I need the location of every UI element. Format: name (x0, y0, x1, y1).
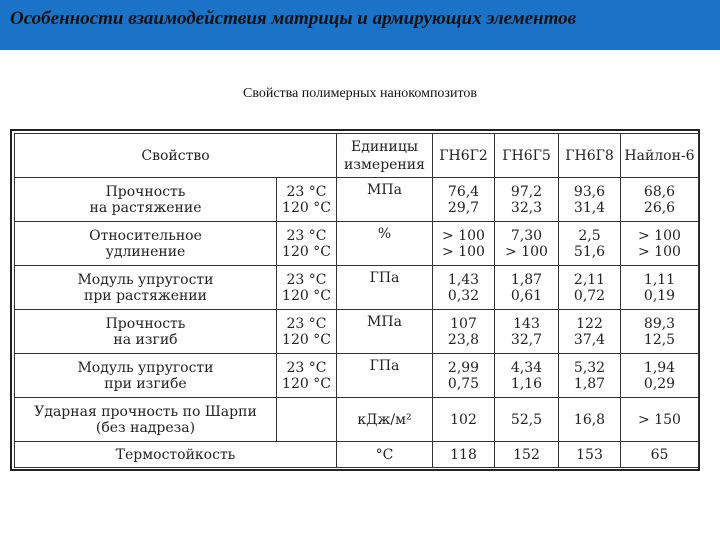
unit-cell: % (337, 222, 433, 266)
value-120c: 12,5 (643, 331, 676, 348)
value-23c: 143 (513, 315, 540, 332)
value-23c: > 100 (638, 227, 681, 244)
value-120c: 0,61 (510, 287, 543, 304)
table-row-impact (15, 398, 699, 442)
header-gn6g2: ГН6Г2 (433, 134, 495, 178)
condition-cell (277, 222, 337, 266)
value-120c: 1,87 (573, 375, 606, 392)
value-cell: 152 (495, 442, 559, 468)
title-bar (0, 0, 720, 50)
header-units-line2: измерения (344, 156, 425, 173)
value-120c: 0,19 (643, 287, 676, 304)
properties-table-frame (10, 129, 700, 471)
value-23c: 1,11 (643, 271, 676, 288)
condition-23c: 23 °C (286, 271, 327, 288)
value-cell (621, 178, 699, 222)
unit-cell: кДж/м² (337, 398, 433, 442)
value-23c: 1,94 (643, 359, 676, 376)
value-cell: 52,5 (495, 398, 559, 442)
slide-title: Особенности взаимодействия матрицы и армирующих элементов (10, 8, 577, 29)
value-cell (559, 222, 621, 266)
property-line1: Прочность (105, 183, 186, 200)
table-header-row (15, 134, 699, 178)
table-row (15, 354, 699, 398)
value-cell (433, 354, 495, 398)
value-cell (621, 310, 699, 354)
value-23c: 122 (576, 315, 603, 332)
properties-table (14, 133, 699, 468)
condition-cell (277, 310, 337, 354)
value-cell: 16,8 (559, 398, 621, 442)
value-cell: 153 (559, 442, 621, 468)
value-23c: 2,99 (447, 359, 480, 376)
table-row-heat (15, 442, 699, 468)
header-units (337, 134, 433, 178)
value-120c: 32,3 (510, 199, 543, 216)
value-cell (559, 354, 621, 398)
value-23c: 4,34 (510, 359, 543, 376)
table-row (15, 222, 699, 266)
value-23c: 1,87 (510, 271, 543, 288)
value-23c: 5,32 (573, 359, 606, 376)
value-120c: 37,4 (573, 331, 606, 348)
header-nylon6: Найлон-6 (621, 134, 699, 178)
property-line2: при растяжении (84, 287, 207, 304)
property-cell (15, 222, 277, 266)
value-23c: > 100 (442, 227, 485, 244)
value-120c: 29,7 (447, 199, 480, 216)
value-120c: > 100 (638, 243, 681, 260)
value-120c: 51,6 (573, 243, 606, 260)
value-cell (559, 178, 621, 222)
header-gn6g8: ГН6Г8 (559, 134, 621, 178)
property-line2: на растяжение (89, 199, 202, 216)
condition-23c: 23 °C (286, 227, 327, 244)
condition-cell (277, 266, 337, 310)
condition-cell (277, 178, 337, 222)
property-line2: при изгибе (104, 375, 187, 392)
condition-cell-empty (277, 398, 337, 442)
value-120c: 0,32 (447, 287, 480, 304)
value-cell (433, 178, 495, 222)
value-120c: 1,16 (510, 375, 543, 392)
header-gn6g5: ГН6Г5 (495, 134, 559, 178)
value-120c: > 100 (505, 243, 548, 260)
value-23c: 7,30 (510, 227, 543, 244)
property-line1: Прочность (105, 315, 186, 332)
property-line1: Модуль упругости (77, 359, 214, 376)
table-row (15, 266, 699, 310)
property-cell (15, 178, 277, 222)
condition-120c: 120 °C (282, 199, 331, 216)
condition-23c: 23 °C (286, 359, 327, 376)
value-23c: 68,6 (643, 183, 676, 200)
value-120c: 31,4 (573, 199, 606, 216)
condition-120c: 120 °C (282, 375, 331, 392)
property-line2: удлинение (105, 243, 186, 260)
value-cell (495, 354, 559, 398)
value-120c: > 100 (442, 243, 485, 260)
value-cell: 65 (621, 442, 699, 468)
property-line2: (без надреза) (95, 419, 196, 436)
property-cell (15, 266, 277, 310)
value-cell (495, 310, 559, 354)
table-row (15, 178, 699, 222)
header-property: Свойство (15, 134, 337, 178)
property-line2: на изгиб (113, 331, 178, 348)
value-cell (559, 266, 621, 310)
property-cell (15, 310, 277, 354)
value-cell (621, 354, 699, 398)
value-cell: 102 (433, 398, 495, 442)
value-23c: 107 (450, 315, 477, 332)
property-cell: Термостойкость (15, 442, 337, 468)
value-cell (621, 266, 699, 310)
condition-120c: 120 °C (282, 287, 331, 304)
value-120c: 0,72 (573, 287, 606, 304)
value-23c: 2,11 (573, 271, 606, 288)
value-cell (433, 310, 495, 354)
unit-cell: МПа (337, 178, 433, 222)
value-23c: 93,6 (573, 183, 606, 200)
property-line1: Относительное (89, 227, 202, 244)
unit-cell: ГПа (337, 266, 433, 310)
value-cell (495, 266, 559, 310)
property-cell (15, 354, 277, 398)
condition-cell (277, 354, 337, 398)
property-line1: Модуль упругости (77, 271, 214, 288)
value-23c: 89,3 (643, 315, 676, 332)
value-120c: 32,7 (510, 331, 543, 348)
value-23c: 97,2 (510, 183, 543, 200)
value-120c: 26,6 (643, 199, 676, 216)
property-cell (15, 398, 277, 442)
header-units-line1: Единицы (351, 138, 418, 155)
value-120c: 23,8 (447, 331, 480, 348)
table-caption: Свойства полимерных нанокомпозитов (242, 86, 477, 101)
table-row (15, 310, 699, 354)
value-120c: 0,29 (643, 375, 676, 392)
value-cell: 118 (433, 442, 495, 468)
condition-23c: 23 °C (286, 315, 327, 332)
value-cell (433, 266, 495, 310)
value-cell (495, 222, 559, 266)
value-23c: 2,5 (578, 227, 601, 244)
unit-cell: ГПа (337, 354, 433, 398)
property-line1: Ударная прочность по Шарпи (34, 403, 257, 420)
value-cell (621, 222, 699, 266)
value-cell (495, 178, 559, 222)
value-120c: 0,75 (447, 375, 480, 392)
value-cell (433, 222, 495, 266)
condition-120c: 120 °C (282, 243, 331, 260)
value-23c: 1,43 (447, 271, 480, 288)
value-cell (559, 310, 621, 354)
value-23c: 76,4 (447, 183, 480, 200)
unit-cell: МПа (337, 310, 433, 354)
condition-120c: 120 °C (282, 331, 331, 348)
value-cell: > 150 (621, 398, 699, 442)
condition-23c: 23 °C (286, 183, 327, 200)
unit-cell: °C (337, 442, 433, 468)
